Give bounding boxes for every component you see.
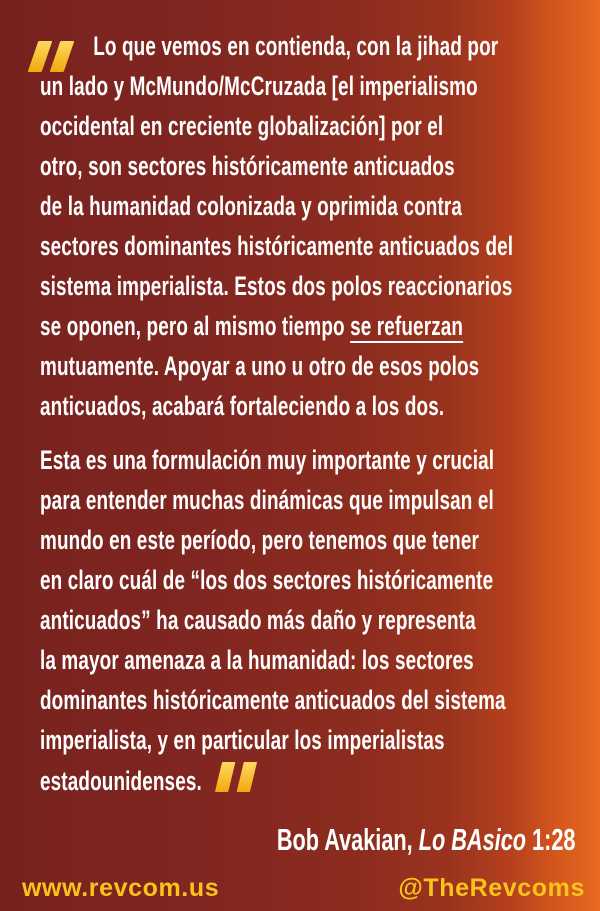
text-segment: dominantes históricamente anticuados del sistema [40,685,506,715]
text-segment: 1:28 [526,822,576,857]
close-quote-icon [218,762,253,803]
italic-text: Lo BAsico [418,822,527,857]
quote-paragraph [40,440,586,801]
text-segment: estadounidenses. [40,766,208,796]
quote-line [40,26,586,66]
quote-line [40,66,586,106]
quote-line [40,760,586,801]
text-segment: anticuados” ha causado más daño y representa [40,605,476,635]
quote-line [40,346,586,386]
social-handle: @TheRevcoms [398,874,585,902]
underlined-text: se refuerzan [350,311,464,341]
text-segment: la mayor amenaza a la humanidad: los sectores [40,645,474,675]
quote-line [40,106,586,146]
text-segment: de la humanidad colonizada y oprimida contra [40,191,463,221]
text-segment: sectores dominantes históricamente anticuados del [40,231,514,261]
text-segment: anticuados, acabará fortaleciendo a los dos. [40,391,445,421]
quote-line [40,440,586,480]
text-segment: sistema imperialista. Estos dos polos reaccionarios [40,271,513,301]
quote-paragraph [40,26,586,426]
quote-line [40,226,586,266]
text-segment: para entender muchas dinámicas que impulsan el [40,485,494,515]
quote-line [40,640,586,680]
quote-text [40,26,586,801]
footer [22,874,585,903]
text-segment: se oponen, pero al mismo tiempo [40,311,351,341]
quote-line [40,600,586,640]
quote-line [40,306,586,346]
quote-line [40,146,586,186]
quote-line [40,186,586,226]
quote-line [40,560,586,600]
text-segment: imperialista, y en particular los imperialistas [40,725,445,755]
website-url: www.revcom.us [22,874,220,902]
text-segment: mundo en este período, pero tenemos que tener [40,525,479,555]
text-segment: Lo que vemos en contienda, con la jihad por [93,31,499,61]
text-segment: Esta es una formulación muy importante y crucial [40,445,495,475]
attribution [40,822,576,858]
text-segment: un lado y McMundo/McCruzada [el imperialismo [40,71,478,101]
quote-line [40,480,586,520]
quote-line [40,386,586,426]
quote-line [40,520,586,560]
text-segment: mutuamente. Apoyar a uno u otro de esos polos [40,351,480,381]
text-segment: occidental en creciente globalización] por el [40,111,444,141]
text-segment: otro, son sectores históricamente anticuados [40,151,455,181]
text-segment: Bob Avakian, [276,822,419,857]
quote-line [40,720,586,760]
quote-line [40,266,586,306]
quote-line [40,680,586,720]
text-segment: en claro cuál de “los dos sectores históricamente [40,565,494,595]
